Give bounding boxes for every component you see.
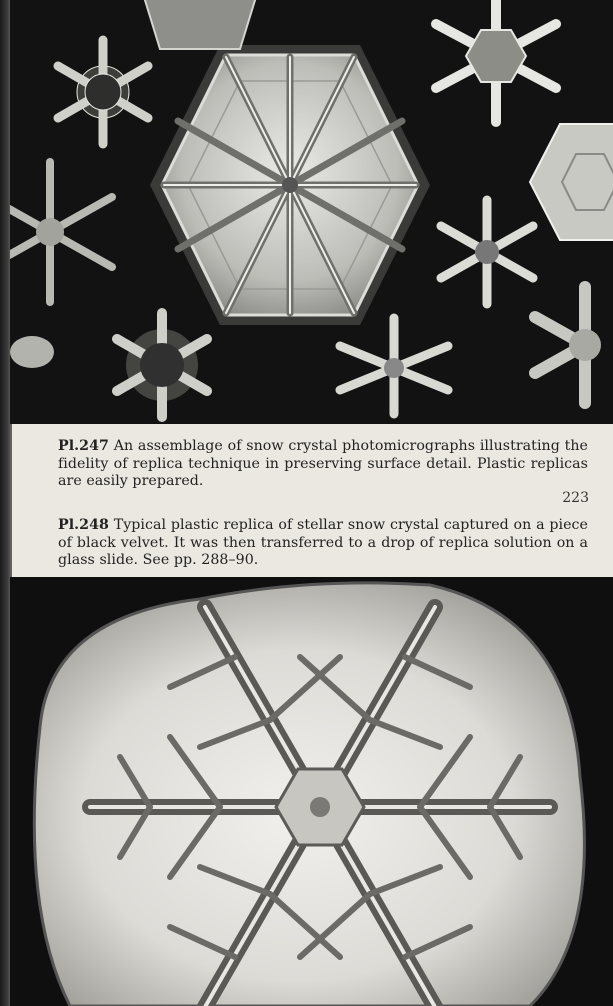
plate-248-photo bbox=[10, 577, 613, 1006]
caption-text: An assemblage of snow crystal photomicrographs illustrating the fidelity of replica technique in preserving surface detail. Plastic replicas are easily prepared. bbox=[58, 438, 588, 489]
caption-pl-247 bbox=[58, 438, 588, 491]
snow-crystal-assemblage-image bbox=[10, 0, 613, 424]
caption-area bbox=[12, 424, 613, 577]
stellar-replica-image bbox=[10, 577, 613, 1006]
caption-pl-248 bbox=[58, 517, 588, 570]
plate-number-label: Pl.248 bbox=[58, 517, 109, 533]
plate-number-label: Pl.247 bbox=[58, 438, 109, 454]
plate-247-photo bbox=[10, 0, 613, 424]
crystal-fragment-left bbox=[10, 336, 54, 368]
crystal-fragment-top bbox=[140, 0, 260, 49]
page-number: 223 bbox=[562, 490, 589, 506]
caption-text: Typical plastic replica of stellar snow crystal captured on a piece of black velvet. It was then transferred to a drop of replica solution on a glass slide. See pp. 288–90. bbox=[58, 517, 588, 568]
